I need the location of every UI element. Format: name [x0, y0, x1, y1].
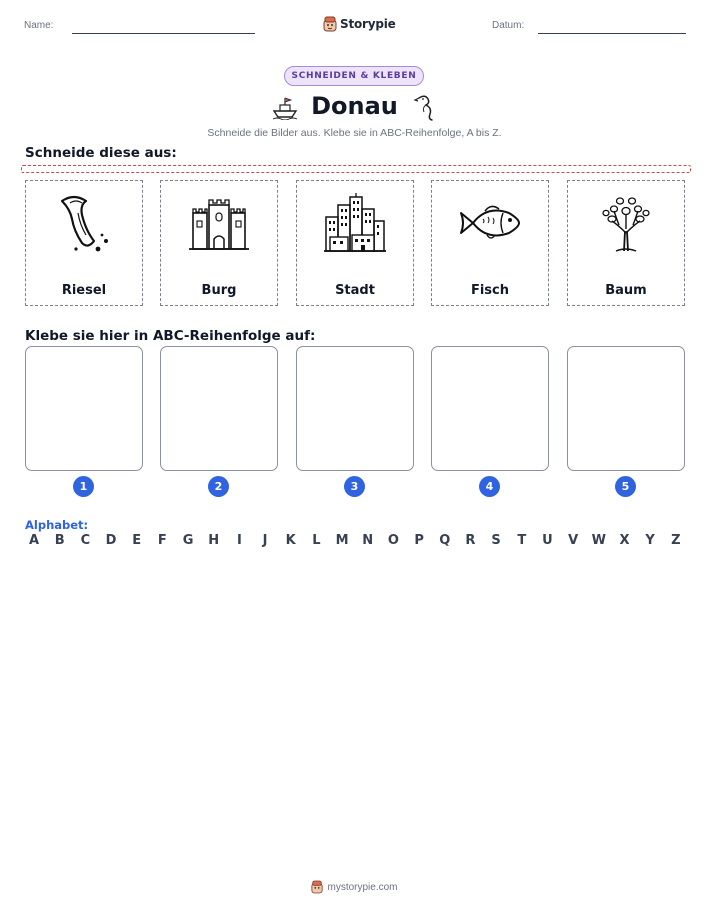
cut-card-fisch[interactable]	[431, 180, 549, 306]
alphabet-letter: A	[28, 533, 40, 548]
slot-number-1: 1	[73, 476, 94, 497]
alphabet-letter: Q	[439, 533, 451, 548]
city-icon	[322, 191, 388, 255]
card-label: Stadt	[335, 283, 375, 298]
alphabet-letter: R	[465, 533, 476, 548]
cut-card-stadt[interactable]	[296, 180, 414, 306]
alphabet-letter: T	[517, 533, 527, 548]
alphabet-title: Alphabet:	[25, 518, 89, 532]
alphabet-letter: E	[132, 533, 142, 548]
alphabet-letter: Y	[645, 533, 655, 548]
slot-number-5: 5	[615, 476, 636, 497]
cut-card-burg[interactable]	[160, 180, 278, 306]
paste-box-2[interactable]	[160, 346, 278, 471]
paste-box-3[interactable]	[296, 346, 414, 471]
alphabet-letter: H	[208, 533, 220, 548]
title-row	[0, 92, 709, 124]
slot-number-2: 2	[208, 476, 229, 497]
alphabet-letter: O	[387, 533, 399, 548]
alphabet-letter: I	[236, 533, 242, 548]
date-line	[538, 33, 686, 34]
brand-name: Storypie	[340, 17, 396, 31]
footer-url[interactable]: mystorypie.com	[327, 881, 398, 893]
alphabet-letter: J	[262, 533, 268, 548]
date-label: Datum:	[492, 20, 525, 31]
alphabet-letter: L	[312, 533, 321, 548]
alphabet-letter: S	[491, 533, 501, 548]
cut-card-baum[interactable]	[567, 180, 685, 306]
alphabet-letter: D	[105, 533, 117, 548]
paste-box-1[interactable]	[25, 346, 143, 471]
castle-icon	[187, 191, 251, 255]
name-label: Name:	[24, 20, 54, 31]
card-label: Burg	[201, 283, 237, 298]
alphabet-letter: K	[285, 533, 296, 548]
alphabet-letter: G	[182, 533, 194, 548]
storypie-mascot-icon	[311, 880, 323, 894]
card-label: Fisch	[470, 283, 510, 298]
footer	[0, 880, 709, 894]
instructions: Schneide die Bilder aus. Klebe sie in ABC-Reihenfolge, A bis Z.	[207, 127, 502, 139]
cut-section-title: Schneide diese aus:	[25, 145, 177, 161]
alphabet-letter: X	[619, 533, 630, 548]
water-stream-icon	[52, 191, 116, 255]
slot-number-4: 4	[479, 476, 500, 497]
alphabet-letter: P	[414, 533, 424, 548]
page-title: Donau	[311, 92, 398, 120]
storypie-mascot-icon	[323, 16, 337, 32]
paste-box-5[interactable]	[567, 346, 685, 471]
card-label: Riesel	[61, 283, 107, 298]
name-line	[72, 33, 255, 34]
alphabet-letter: M	[335, 533, 349, 548]
cut-line	[21, 165, 691, 173]
worksheet-header	[24, 16, 686, 36]
seahorse-icon	[413, 94, 437, 122]
paste-section-title: Klebe sie hier in ABC-Reihenfolge auf:	[25, 328, 316, 344]
alphabet-letter: B	[54, 533, 65, 548]
alphabet-row	[25, 533, 685, 548]
card-label: Baum	[605, 283, 647, 298]
cut-card-riesel[interactable]	[25, 180, 143, 306]
alphabet-letter: V	[568, 533, 579, 548]
fish-icon	[457, 191, 523, 255]
activity-badge: SCHNEIDEN & KLEBEN	[284, 66, 424, 86]
alphabet-letter: U	[542, 533, 553, 548]
alphabet-letter: C	[80, 533, 91, 548]
alphabet-letter: W	[591, 533, 606, 548]
alphabet-letter: N	[362, 533, 374, 548]
slot-number-3: 3	[344, 476, 365, 497]
tree-icon	[594, 191, 658, 255]
alphabet-letter: F	[157, 533, 167, 548]
storypie-logo	[323, 16, 396, 32]
alphabet-letter: Z	[671, 533, 681, 548]
paste-box-4[interactable]	[431, 346, 549, 471]
